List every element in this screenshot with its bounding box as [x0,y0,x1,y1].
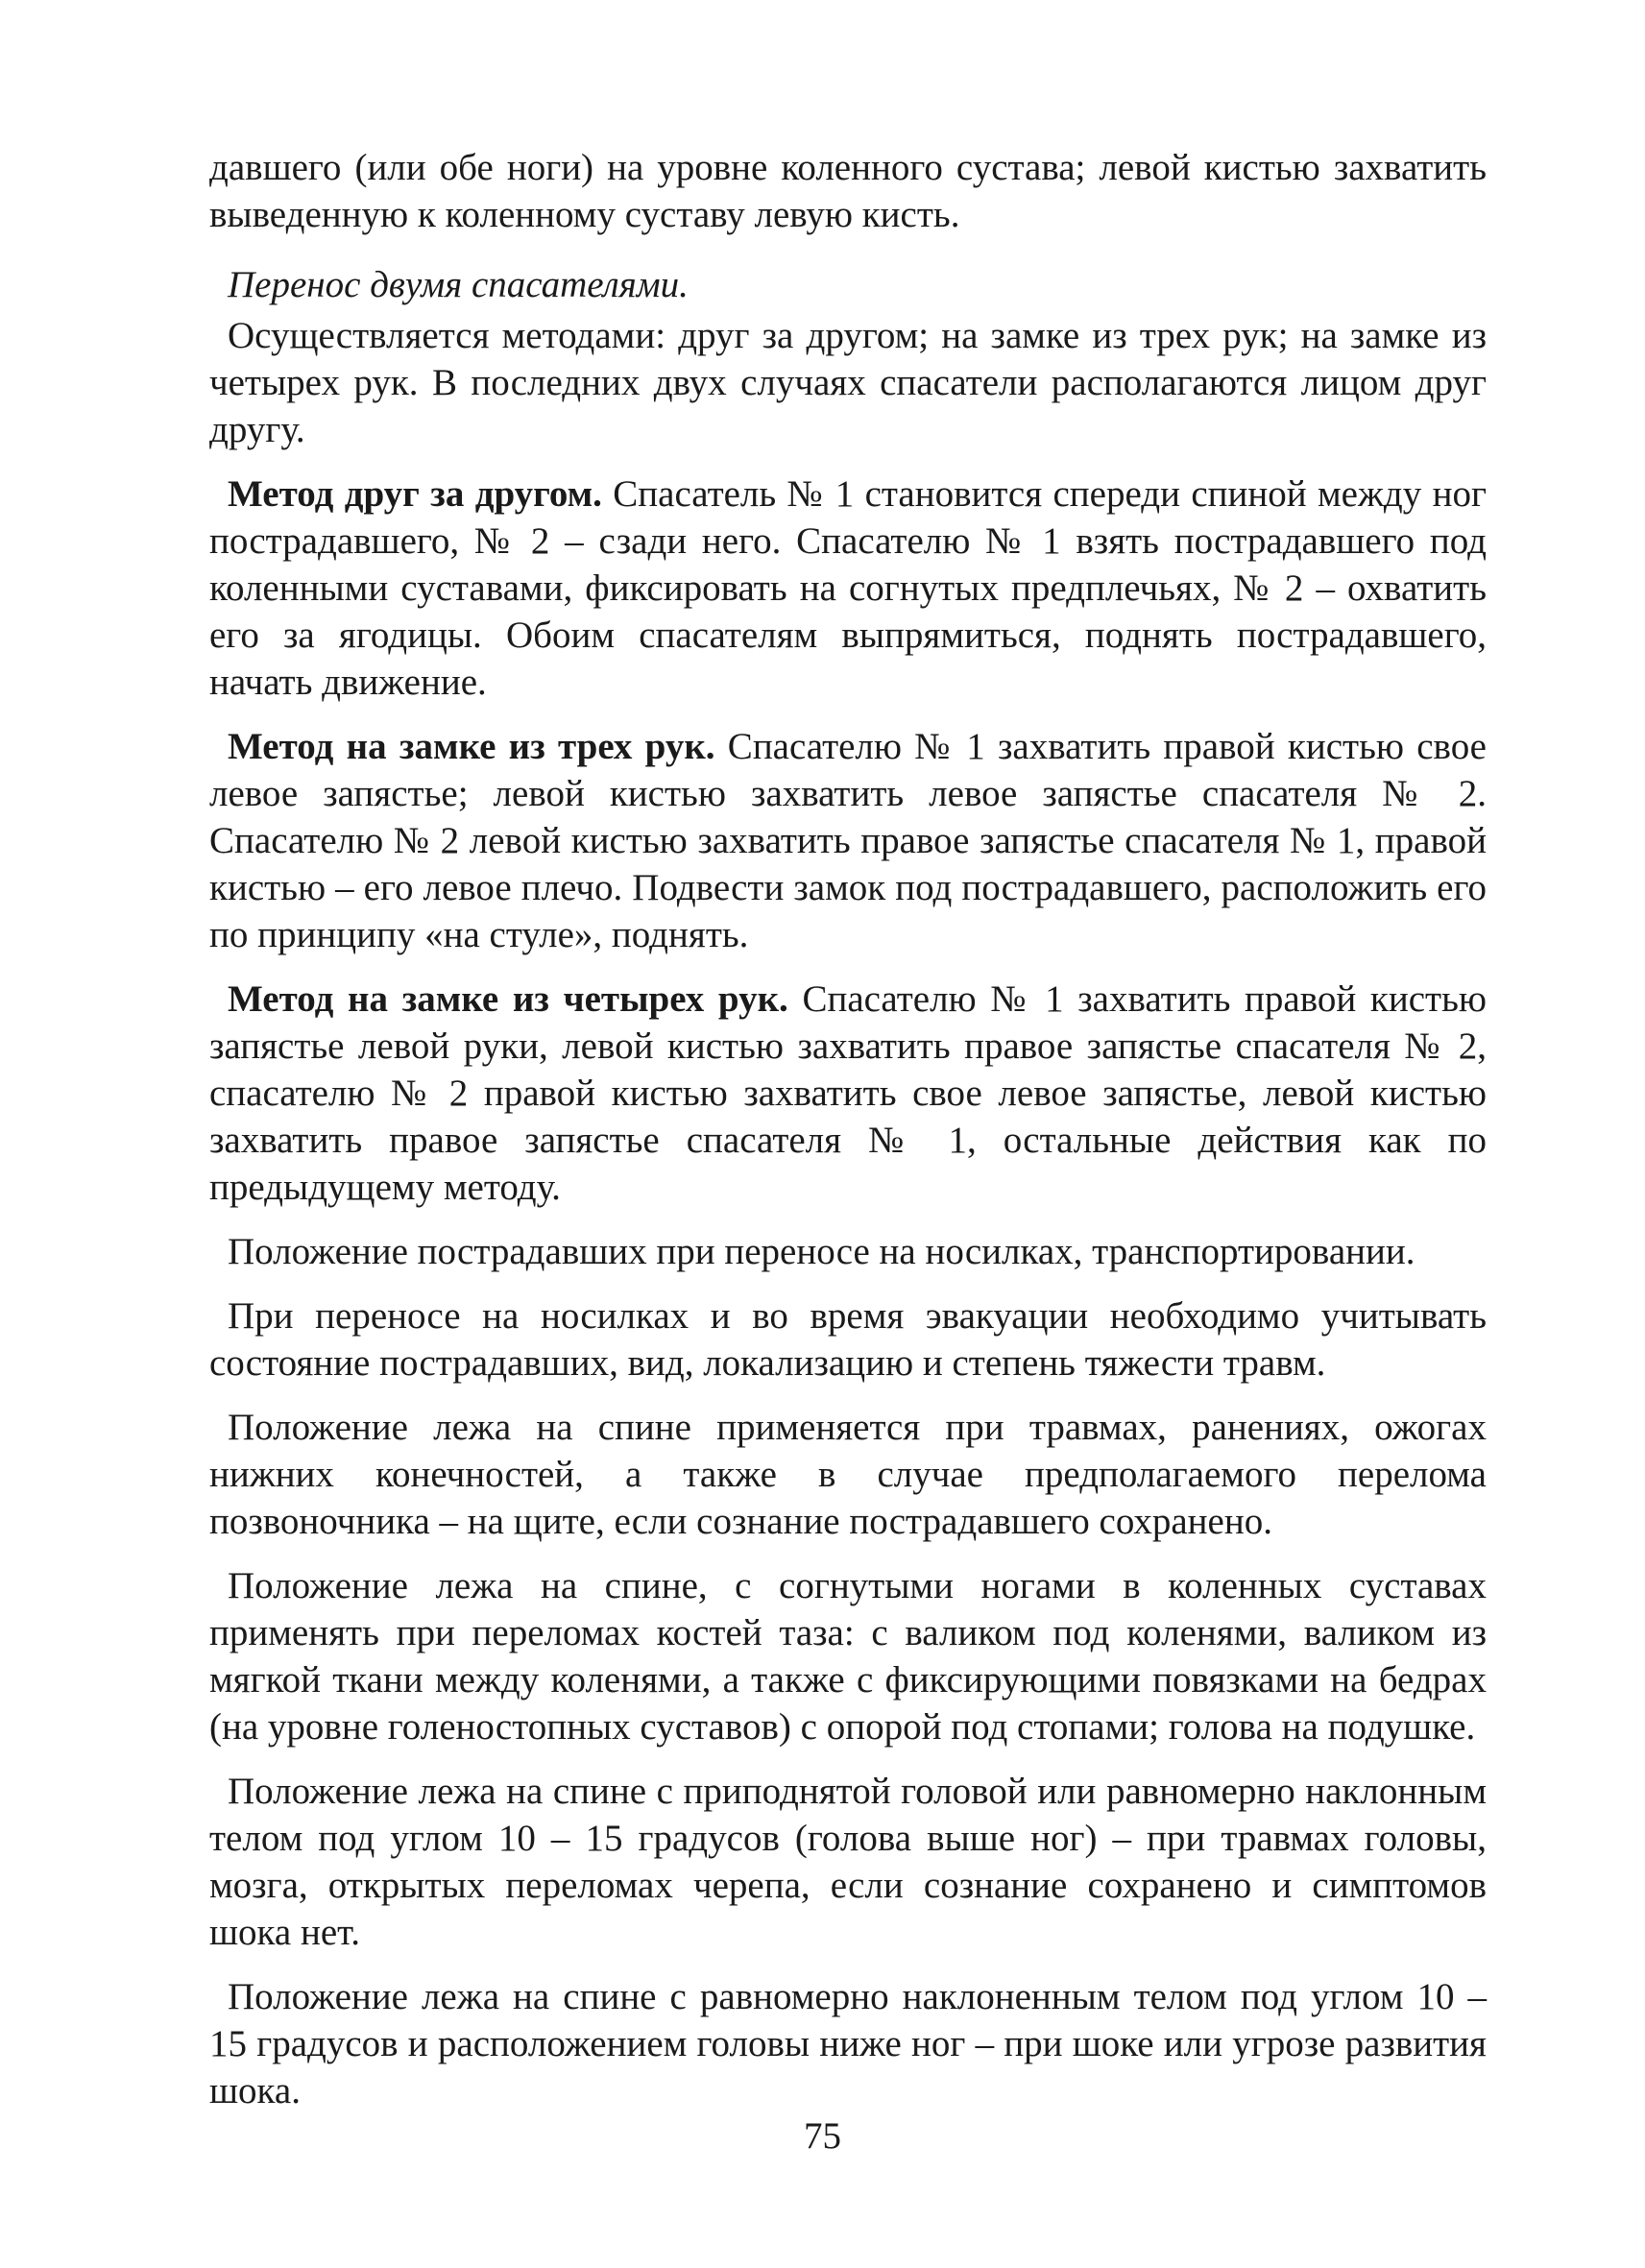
paragraph-stretcher-positions: Положение пострадавших при переносе на носилках, транспортировании. [228,1231,1415,1272]
paragraph-continuation: давшего (или обе ноги) на уровне коленного сустава; левой кистью захватить выведенную к коленному суставу левую кисть. [209,147,1487,235]
paragraph-head-raised-position: Положение лежа на спине с приподнятой головой или равномерно наклонным телом под углом 10 – 15 градусов (голова выше ног) – при травмах головы, мозга, открытых переломах черепа, если сознание сохранено и симптомов шока нет. [209,1771,1487,1953]
body-text [209,144,1487,2132]
method-title: Метод на замке из четырех рук. [228,978,788,1020]
method-description: Спасатель № 1 становится спереди спиной между ног пострадавшего, № 2 – сзади него. Спасателю № 1 взять пострадавшего под коленными суставами, фиксировать на согнутых предплечьях, № 2 – охватить его за ягодицы. Обоим спасателям выпрямиться, поднять пострадавшего, начать движение. [209,473,1487,703]
paragraph-supine-position: Положение лежа на спине применяется при травмах, ранениях, ожогах нижних конечностей, а также в случае предполагаемого перелома позвоночника – на щите, если сознание пострадавшего сохранено. [209,1407,1487,1542]
paragraph-method-one-after-another [209,470,1487,706]
page-number: 75 [804,2115,841,2157]
paragraph-methods-overview: Осуществляется методами: друг за другом; на замке из трех рук; на замке из четырех рук. В последних двух случаях спасатели располагаются лицом друг другу. [209,315,1487,450]
section-subheading: Перенос двумя спасателями. [228,264,689,305]
method-description: Спасателю № 1 захватить правой кистью запястье левой руки, левой кистью захватить правое запястье спасателя № 2, спасателю № 2 правой кистью захватить свое левое запястье, левой кистью захватить правое запястье спасателя № 1, остальные действия как по предыдущему методу. [209,978,1487,1208]
paragraph-method-four-hands [209,976,1487,1211]
method-description: Спасателю № 1 захватить правой кистью свое левое запястье; левой кистью захватить левое запястье спасателя № 2. Спасателю № 2 левой кистью захватить правое запястье спасателя № 1, правой кистью – его левое плечо. Подвести замок под пострадавшего, расположить его по принципу «на стуле», поднять. [209,726,1487,955]
paragraph-bent-knees-position: Положение лежа на спине, с согнутыми ногами в коленных суставах применять при переломах костей таза: с валиком под коленями, валиком из мягкой ткани между коленями, а также с фиксирующими повязками на бедрах (на уровне голеностопных суставов) с опорой под стопами; голова на подушке. [209,1565,1487,1748]
paragraph-method-three-hands [209,723,1487,958]
paragraph-evacuation-considerations: При переносе на носилках и во время эвакуации необходимо учитывать состояние пострадавших, вид, локализацию и степень тяжести травм. [209,1295,1487,1384]
method-title: Метод друг за другом. [228,473,602,515]
method-title: Метод на замке из трех рук. [228,726,715,767]
paragraph-head-lowered-position: Положение лежа на спине с равномерно наклоненным телом под углом 10 – 15 градусов и расположением головы ниже ног – при шоке или угрозе развития шока. [209,1976,1487,2111]
